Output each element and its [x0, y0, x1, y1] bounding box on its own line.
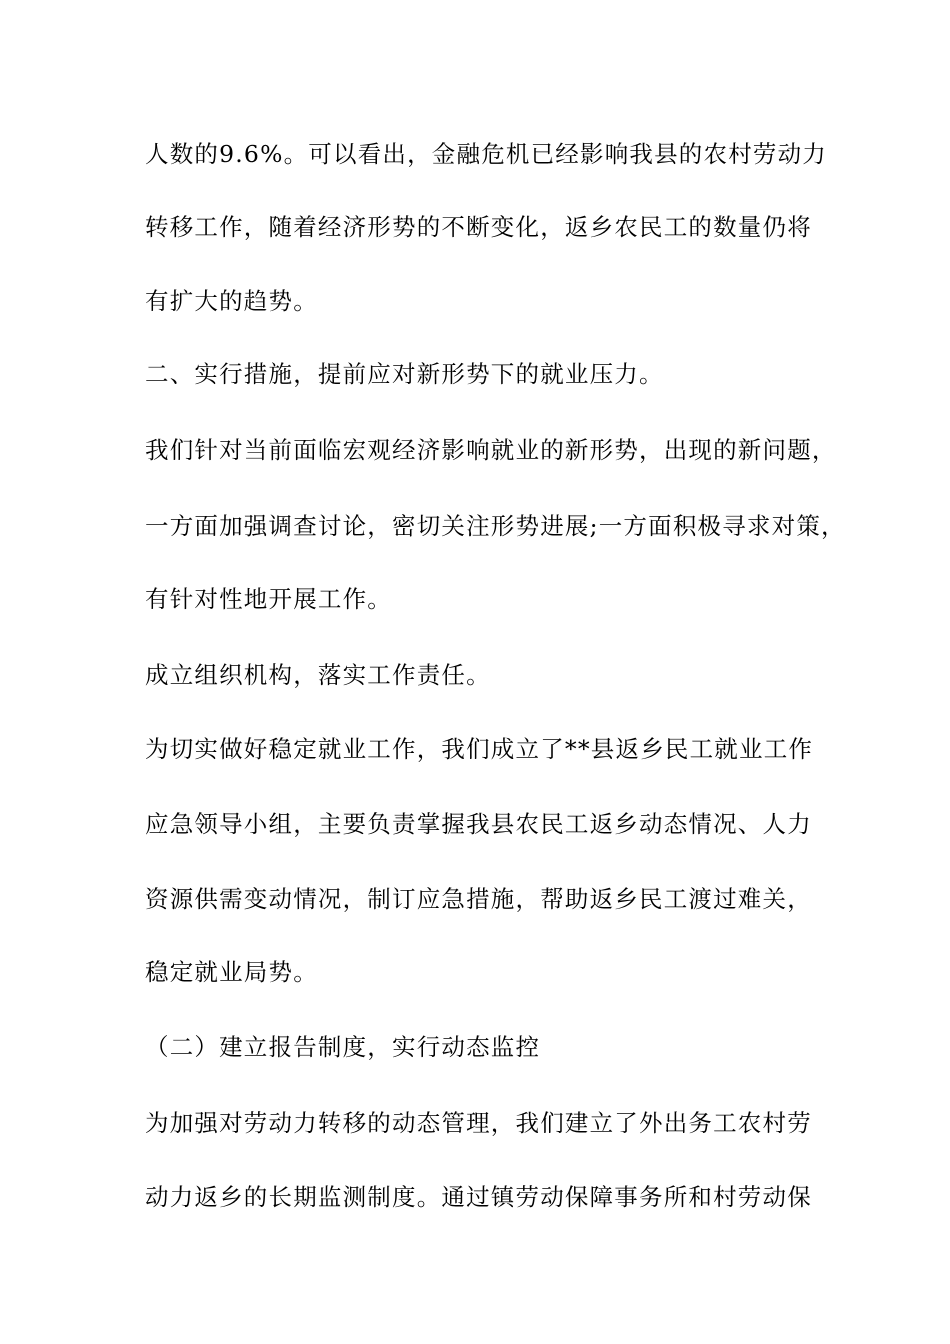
text-line: 转移工作，随着经济形势的不断变化，返乡农民工的数量仍将 [145, 213, 812, 241]
text-line: 为切实做好稳定就业工作，我们成立了**县返乡民工就业工作 [145, 735, 814, 763]
text-line: 资源供需变动情况，制订应急措施，帮助返乡民工渡过难关， [145, 885, 812, 913]
text-line: 有针对性地开展工作。 [145, 585, 392, 613]
section-heading: 二、实行措施，提前应对新形势下的就业压力。 [145, 360, 664, 388]
text-line: 有扩大的趋势。 [145, 287, 318, 315]
subsection-heading: （二）建立报告制度，实行动态监控 [145, 1033, 541, 1061]
subsection-heading: 成立组织机构，落实工作责任。 [145, 661, 491, 689]
text-line: 一方面加强调查讨论，密切关注形势进展;一方面积极寻求对策， [145, 512, 846, 540]
text-line: 应急领导小组，主要负责掌握我县农民工返乡动态情况、人力 [145, 810, 812, 838]
text-line: 为加强对劳动力转移的动态管理，我们建立了外出务工农村劳 [145, 1109, 812, 1137]
text-line: 动力返乡的长期监测制度。通过镇劳动保障事务所和村劳动保 [145, 1183, 812, 1211]
text-line: 我们针对当前面临宏观经济影响就业的新形势，出现的新问题， [145, 436, 837, 464]
text-line: 稳定就业局势。 [145, 958, 318, 986]
text-line: 人数的9.6%。可以看出，金融危机已经影响我县的农村劳动力 [145, 140, 828, 168]
